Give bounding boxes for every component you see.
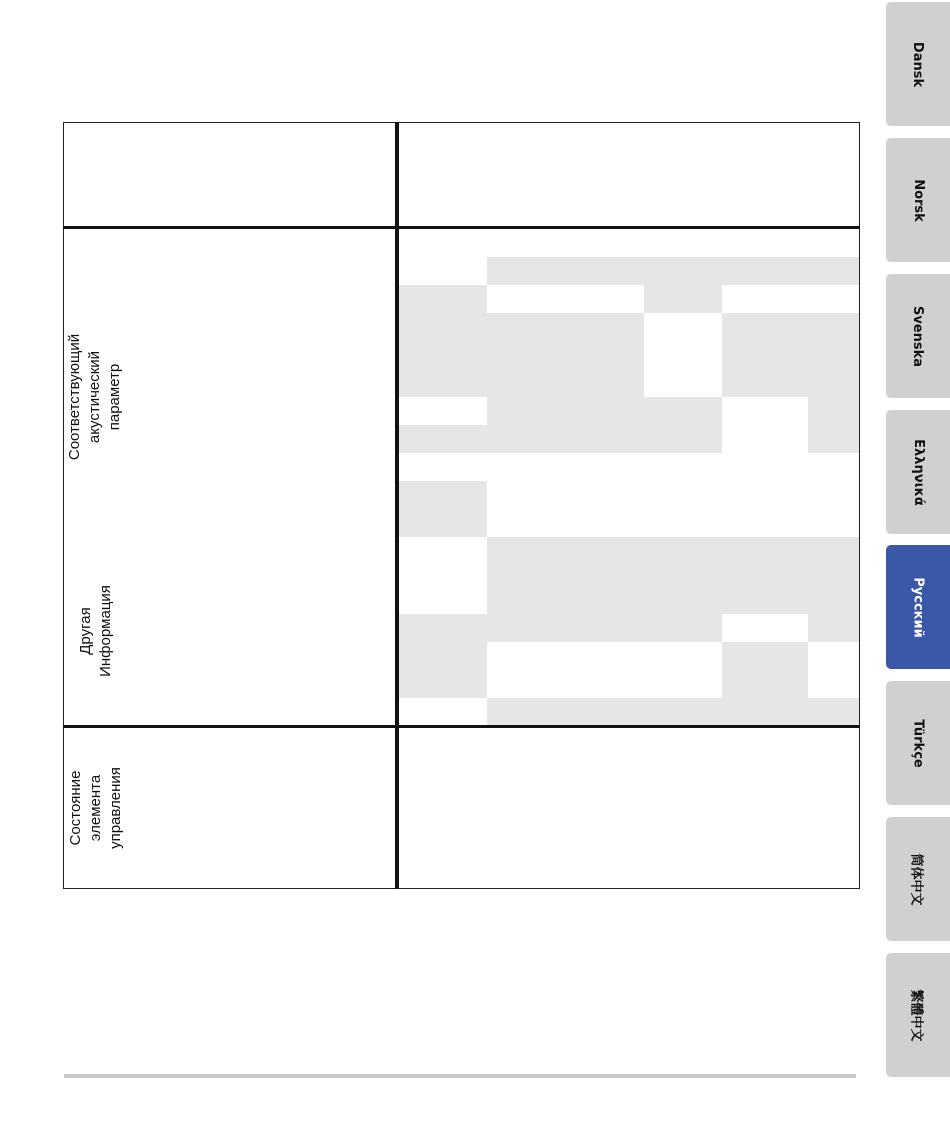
language-tab-label: Türkçe (910, 718, 926, 768)
table-cell (397, 818, 488, 844)
row-sublabel-cell (326, 670, 398, 699)
table-cell (487, 562, 566, 588)
table-cell (565, 397, 645, 426)
table-cell (644, 698, 723, 728)
table-cell (565, 587, 645, 615)
table-cell (644, 228, 723, 258)
table-cell (722, 843, 809, 889)
table-cell (722, 369, 809, 398)
table-cell (487, 453, 566, 482)
language-tab-label: Ελληνικά (910, 438, 926, 506)
table-cell (722, 537, 809, 563)
table-cell (808, 313, 860, 342)
row-sublabel-cell (326, 481, 398, 510)
header-cell-col-6 (808, 123, 860, 229)
table-cell (487, 369, 566, 398)
table-cell (722, 397, 809, 426)
table-cell (487, 341, 566, 370)
table-cell (644, 257, 723, 286)
table-cell (397, 397, 488, 426)
table-cell (397, 670, 488, 699)
language-tab[interactable] (886, 545, 950, 669)
language-tab-label: 简体中文 (908, 852, 924, 906)
language-tab-label: Русский (910, 576, 926, 638)
table-cell (808, 341, 860, 370)
language-tab-label: Svenska (910, 305, 926, 367)
table-cell (397, 727, 488, 773)
language-tab[interactable] (886, 817, 950, 941)
table-cell (487, 537, 566, 563)
table-cell (565, 537, 645, 563)
table-cell (487, 285, 566, 314)
table-cell (722, 698, 809, 728)
table-cell (565, 843, 645, 889)
table-cell (565, 228, 645, 258)
table-cell (644, 341, 723, 370)
table-cell (565, 727, 645, 773)
table-cell (722, 562, 809, 588)
table-cell (644, 670, 723, 699)
table-cell (487, 425, 566, 454)
language-tab[interactable] (886, 274, 950, 398)
row-sublabel-cell (326, 642, 398, 671)
table-cell (808, 285, 860, 314)
table-cell (487, 587, 566, 615)
table-cell (487, 481, 566, 510)
table-cell (397, 369, 488, 398)
language-tab-label: Norsk (910, 178, 926, 222)
table-cell (644, 614, 723, 643)
table-cell (397, 509, 488, 538)
table-cell (722, 818, 809, 844)
row-label-cell (127, 397, 398, 426)
table-cell (487, 670, 566, 699)
table-cell (808, 397, 860, 426)
table-cell (397, 587, 488, 615)
header-cell-group (487, 123, 723, 155)
table-cell (397, 642, 488, 671)
table-cell (808, 369, 860, 398)
header-cell-col-1 (397, 123, 488, 229)
table-cell (565, 369, 645, 398)
table-cell (644, 509, 723, 538)
table-cell (397, 313, 488, 342)
header-cell-group-2 (722, 123, 809, 155)
language-tab-label: Dansk (910, 41, 926, 87)
table-cell (487, 698, 566, 728)
row-label-cell (127, 425, 398, 454)
thick-header-rule (63, 226, 860, 229)
table-cell (644, 425, 723, 454)
table-cell (565, 341, 645, 370)
table-cell (808, 453, 860, 482)
table-cell (722, 453, 809, 482)
header-cell-col-3 (565, 186, 645, 229)
table-cell (808, 509, 860, 538)
language-tab[interactable] (886, 681, 950, 805)
row-label-cell (127, 285, 398, 314)
table-cell (397, 341, 488, 370)
header-cell-col-5 (722, 154, 809, 229)
row-label-cell (127, 509, 398, 538)
language-tab-label: 繁體中文 (908, 988, 924, 1042)
table-cell (565, 313, 645, 342)
row-label-cell (127, 614, 398, 643)
table-cell (808, 587, 860, 615)
thick-section-rule (63, 725, 860, 728)
table-cell (565, 642, 645, 671)
table-cell (808, 818, 860, 844)
table-cell (565, 698, 645, 728)
table-cell (565, 818, 645, 844)
table-cell (644, 285, 723, 314)
table-cell (722, 425, 809, 454)
table-cell (487, 509, 566, 538)
row-label-cell (127, 453, 327, 510)
row-label-cell (127, 727, 398, 773)
table-cell (565, 562, 645, 588)
table-cell (808, 670, 860, 699)
table-cell (565, 481, 645, 510)
row-label-cell (127, 587, 398, 615)
header-cell-col-4 (644, 186, 723, 229)
table-cell (397, 425, 488, 454)
row-sublabel-cell (326, 698, 398, 728)
table-cell (565, 772, 645, 819)
table-cell (644, 772, 723, 819)
row-label-cell (127, 818, 398, 844)
table-cell (644, 453, 723, 482)
table-cell (808, 537, 860, 563)
table-cell (487, 843, 566, 889)
row-label-cell (127, 537, 398, 563)
table-cell (397, 614, 488, 643)
table-cell (565, 509, 645, 538)
table-cell (565, 257, 645, 286)
row-label-cell (127, 341, 398, 370)
table-cell (722, 642, 809, 671)
section-label-control-state: Состояние элемента управления (66, 766, 124, 849)
table-cell (722, 313, 809, 342)
row-label-cell (127, 772, 398, 819)
table-cell (565, 670, 645, 699)
table-cell (808, 642, 860, 671)
table-cell (722, 727, 809, 773)
table-cell (397, 257, 488, 286)
header-cell-label (64, 123, 398, 229)
table-cell (397, 228, 488, 258)
table-cell (644, 537, 723, 563)
table-cell (487, 614, 566, 643)
table-cell (397, 843, 488, 889)
table-cell (397, 772, 488, 819)
table-cell (808, 843, 860, 889)
language-tab[interactable] (886, 410, 950, 534)
table-cell (487, 257, 566, 286)
table-cell (397, 698, 488, 728)
table-cell (397, 453, 488, 482)
table-cell (644, 397, 723, 426)
table-cell (722, 587, 809, 615)
table-cell (487, 727, 566, 773)
table-cell (487, 228, 566, 258)
table-cell (722, 481, 809, 510)
table-cell (722, 257, 809, 286)
footer-divider (64, 1074, 856, 1078)
table-cell (644, 481, 723, 510)
table-cell (644, 727, 723, 773)
table-cell (565, 614, 645, 643)
section-label-acoustic: Соответствующий акустический параметр (66, 333, 124, 461)
table-cell (487, 818, 566, 844)
table-cell (644, 313, 723, 342)
table-cell (644, 587, 723, 615)
table-cell (487, 313, 566, 342)
table-cell (644, 843, 723, 889)
header-cell-col-2 (487, 154, 566, 229)
thick-vertical-rule (395, 122, 399, 889)
row-label-cell (127, 369, 398, 398)
section-label-other-info: Другая Информация (76, 585, 114, 677)
table-cell (722, 614, 809, 643)
table-cell (397, 481, 488, 510)
language-tab[interactable] (886, 953, 950, 1077)
table-cell (565, 425, 645, 454)
table-cell (808, 257, 860, 286)
row-label-cell (127, 843, 398, 889)
row-label-cell (127, 257, 398, 286)
language-tab[interactable] (886, 138, 950, 262)
table-cell (722, 228, 809, 258)
table-cell (644, 818, 723, 844)
table-cell (808, 481, 860, 510)
table-cell (397, 537, 488, 563)
table-cell (565, 453, 645, 482)
table-cell (722, 509, 809, 538)
table-cell (397, 285, 488, 314)
table-cell (808, 562, 860, 588)
row-label-cell (127, 642, 327, 699)
table-cell (644, 562, 723, 588)
table-cell (722, 772, 809, 819)
table-cell (487, 642, 566, 671)
table-cell (397, 562, 488, 588)
table-cell (722, 670, 809, 699)
table-cell (487, 397, 566, 426)
table-cell (808, 698, 860, 728)
language-tab[interactable] (886, 2, 950, 126)
table-cell (722, 341, 809, 370)
row-label-cell (64, 228, 398, 258)
header-cell-subgroup (565, 154, 723, 187)
row-label-cell (127, 313, 398, 342)
table-cell (808, 425, 860, 454)
table-cell (644, 642, 723, 671)
table-cell (487, 772, 566, 819)
table-cell (565, 285, 645, 314)
table-cell (808, 727, 860, 773)
row-sublabel-cell (326, 453, 398, 482)
table-cell (808, 228, 860, 258)
table-cell (808, 614, 860, 643)
table-cell (808, 772, 860, 819)
row-label-cell (127, 698, 327, 728)
table-cell (644, 369, 723, 398)
row-label-cell (127, 562, 398, 588)
table-cell (722, 285, 809, 314)
